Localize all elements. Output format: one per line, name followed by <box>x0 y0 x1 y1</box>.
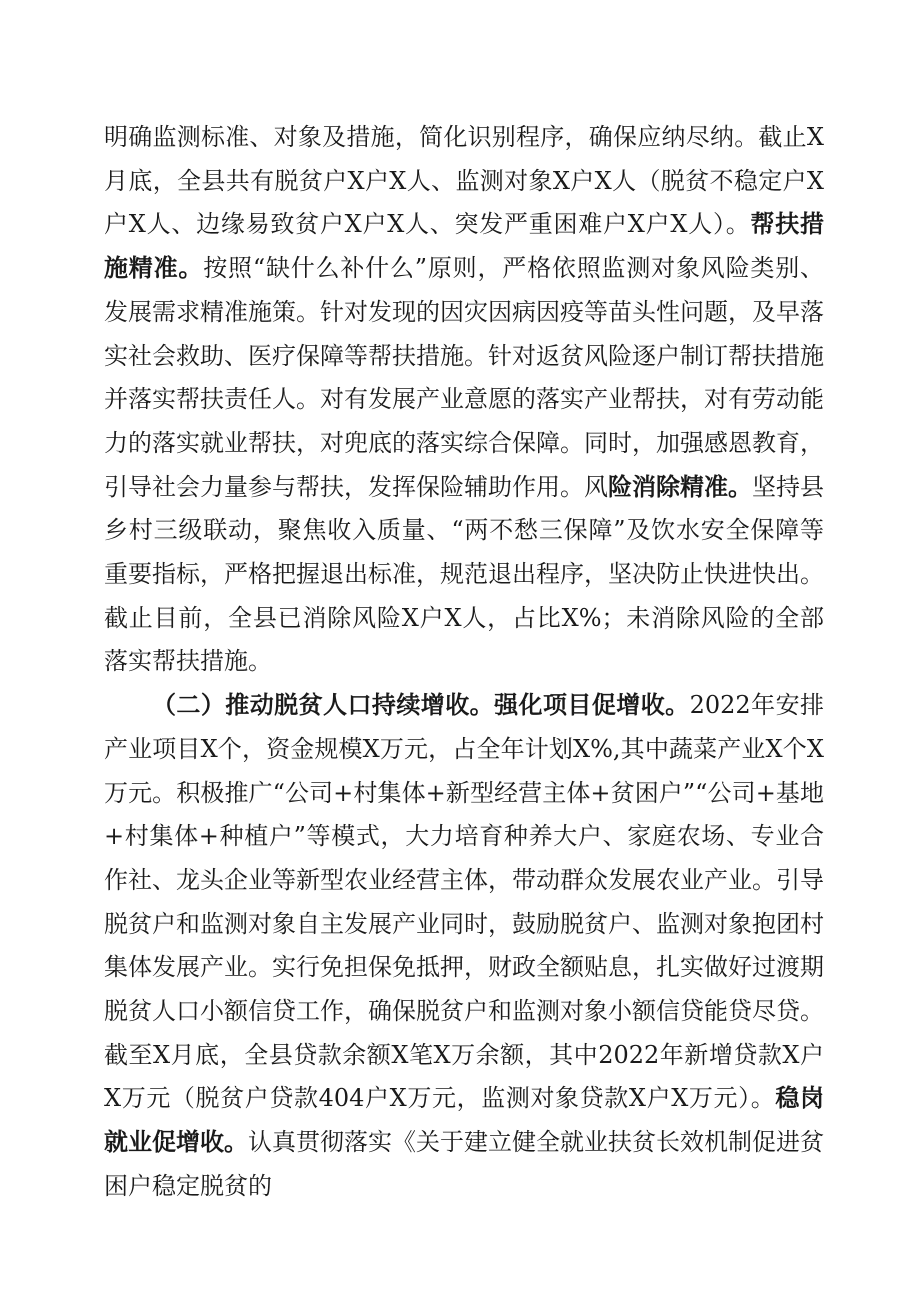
bold-heading: 险消除精准。 <box>608 472 752 501</box>
bold-heading: 稳岗就业促增收。 <box>104 1084 825 1157</box>
section-heading: （二）推动脱贫人口持续增收。 <box>152 691 495 720</box>
bold-heading: 强化项目促增收。 <box>494 691 690 720</box>
body-text: 坚持县乡村三级联动，聚焦收入质量、“两不愁三保障”及饮水安全保障等重要指标，严格把握退出标准，规范退出程序，坚决防止快进快出。截止目前，全县已消除风险X户X人，占比X%；未消除风险的全部落实帮扶措施。 <box>104 472 824 676</box>
body-text: 认真贯彻落实《关于建立健全就业扶贫长效机制促进贫困户稳定脱贫的 <box>104 1128 824 1200</box>
paragraph <box>104 684 824 1208</box>
document-body <box>104 116 824 1209</box>
paragraph <box>104 116 824 684</box>
bold-heading: 帮扶措施精准。 <box>104 210 825 283</box>
body-text: 明确监测标准、对象及措施，简化识别程序，确保应纳尽纳。截止X月底，全县共有脱贫户X户X人、监测对象X户X人（脱贫不稳定户X户X人、边缘易致贫户X户X人、突发严重困难户X户X人）。 <box>104 123 824 239</box>
body-text: 2022年安排产业项目X个，资金规模X万元，占全年计划X%,其中蔬菜产业X个X万元。积极推广“公司+村集体+新型经营主体+贫困户”“公司+基地+村集体+种植户”等模式，大力培育种养大户、家庭农场、专业合作社、龙头企业等新型农业经营主体，带动群众发展农业产业。引导脱贫户和监测对象自主发展产业同时，鼓励脱贫户、监测对象抱团村集体发展产业。实行免担保免抵押，财政全额贴息，扎实做好过渡期脱贫人口小额信贷工作，确保脱贫户和监测对象小额信贷能贷尽贷。截至X月底，全县贷款余额X笔X万余额，其中2022年新增贷款X户X万元（脱贫户贷款404户X万元，监测对象贷款X户X万元）。 <box>104 691 825 1113</box>
body-text: 按照“缺什么补什么”原则，严格依照监测对象风险类别、发展需求精准施策。针对发现的因灾因病因疫等苗头性问题，及早落实社会救助、医疗保障等帮扶措施。针对返贫风险逐户制订帮扶措施并落实帮扶责任人。对有发展产业意愿的落实产业帮扶，对有劳动能力的落实就业帮扶，对兜底的落实综合保障。同时，加强感恩教育，引导社会力量参与帮扶，发挥保险辅助作用。风 <box>104 254 825 501</box>
